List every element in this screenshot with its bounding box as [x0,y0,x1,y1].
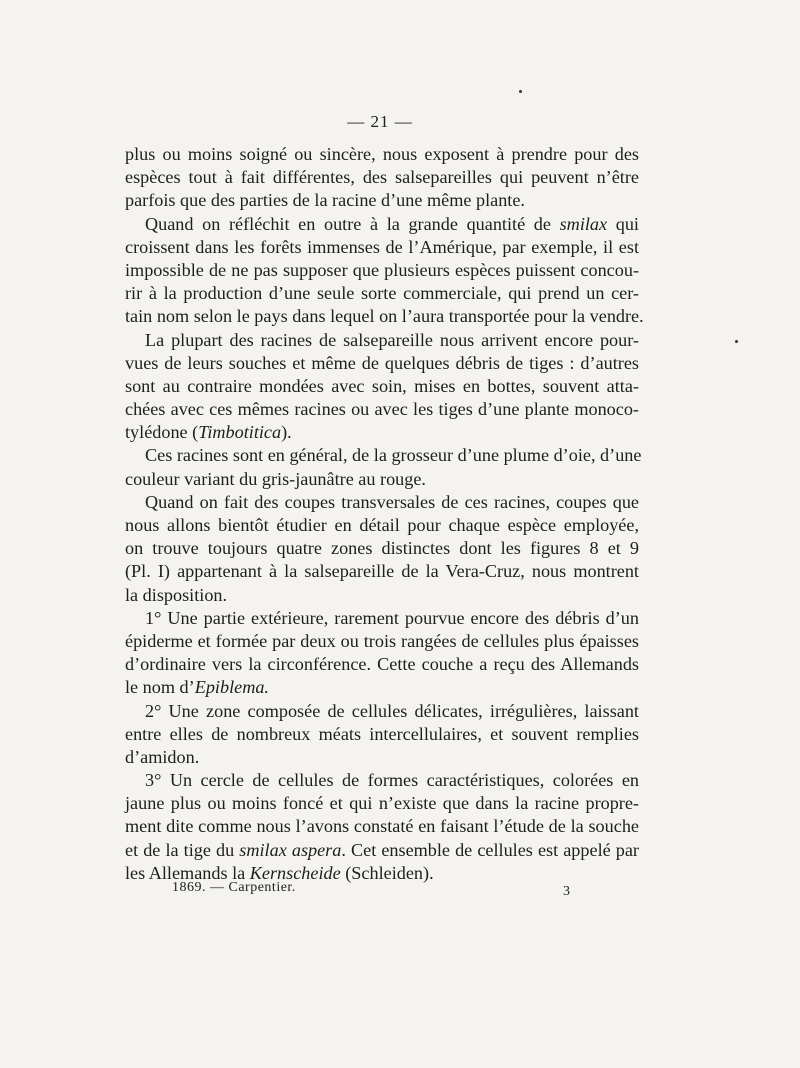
text-segment: Quand on réfléchit en outre à la grande quantité de [145,213,560,234]
text-segment: impossible de ne pas supposer que plusieurs espèces puissent concou- [125,259,639,280]
text-line [125,491,639,514]
text-segment: 2° Une zone composée de cellules délicates, irrégulières, laissant [145,700,639,721]
text-segment: Quand on fait des coupes transversales de ces racines, coupes que [145,491,639,512]
text-segment: d’ordinaire vers la circonférence. Cette couche a reçu des Allemands [125,654,639,675]
text-line [125,236,639,259]
text-line [125,700,639,723]
text-segment: la disposition. [125,584,228,605]
text-line [125,630,639,653]
text-line [125,746,639,769]
text-segment: le nom d’ [125,677,195,698]
text-segment: tain nom selon le pays dans lequel on l’aura transportée pour la vendre. [125,306,644,327]
text-line [125,676,639,699]
text-segment: sont au contraire mondées avec soin, mises en bottes, souvent atta- [125,375,639,396]
text-segment: Ces racines sont en général, de la grosseur d’une plume d’oie, d’une [145,445,642,466]
text-segment: et de la tige du [125,839,240,860]
text-line [125,468,639,491]
text-segment: 3° Un cercle de cellules de formes caractéristiques, colorées en [145,770,639,791]
text-segment: (Schleiden). [340,862,434,883]
text-segment: d’amidon. [125,746,200,767]
text-segment: 1° Une partie extérieure, rarement pourvue encore des débris d’un [145,607,639,628]
text-line [125,189,639,212]
printer-imprint: 1869. — Carpentier. [172,880,296,895]
text-segment: on trouve toujours quatre zones distinctes dont les figures 8 et 9 [125,538,639,559]
text-segment: vues de leurs souches et même de quelques débris de tiges : d’autres [125,352,639,373]
text-line [125,259,639,282]
italic-text: Kernscheide [249,862,341,883]
text-line [125,723,639,746]
text-line [125,398,639,421]
italic-text: smilax aspera [239,839,342,860]
text-line [125,166,639,189]
page-number: — 21 — [347,112,413,131]
text-line [125,769,639,792]
text-segment: qui [607,213,639,234]
text-line [125,514,639,537]
text-line [125,143,639,166]
stray-dot [735,340,738,343]
text-segment: couleur variant du gris-jaunâtre au rouge. [125,468,426,489]
text-line [125,815,639,838]
text-segment: (Pl. I) appartenant à la salsepareille de la Vera-Cruz, nous montrent [125,561,639,582]
text-line [125,560,639,583]
text-line [125,282,639,305]
text-line [125,375,639,398]
text-line [125,421,639,444]
text-segment: espèces tout à fait différentes, des salsepareilles qui peuvent n’être [125,167,639,188]
text-line [125,352,639,375]
text-line [125,653,639,676]
signature-mark: 3 [563,884,570,899]
text-segment: croissent dans les forêts immenses de l’Amérique, par exemple, il est [125,236,639,257]
italic-text: smilax [559,213,608,234]
text-segment: entre elles de nombreux méats intercellulaires, et souvent remplies [125,723,639,744]
italic-text: Timbotitica [198,422,282,443]
text-line [125,839,639,862]
text-segment: chées avec ces mêmes racines ou avec les tiges d’une plante monoco- [125,399,639,420]
text-line [125,444,642,467]
text-line [125,329,639,352]
text-segment: La plupart des racines de salsepareille nous arrivent encore pour- [145,329,639,350]
text-segment: . Cet ensemble de cellules est appelé par [341,839,639,860]
body-text [125,143,644,885]
text-segment: plus ou moins soigné ou sincère, nous exposent à prendre pour des [125,144,639,164]
text-line [125,305,644,328]
text-segment: parfois que des parties de la racine d’une même plante. [125,190,525,211]
text-segment: ). [281,422,292,443]
text-line [125,213,639,236]
text-segment: ment dite comme nous l’avons constaté en faisant l’étude de la souche [125,816,639,837]
text-segment: tylédone ( [125,422,199,443]
stray-dot [519,90,522,93]
text-line [125,792,639,815]
text-line [125,537,639,560]
text-segment: épiderme et formée par deux ou trois rangées de cellules plus épaisses [125,630,639,651]
text-segment: nous allons bientôt étudier en détail pour chaque espèce employée, [125,515,639,535]
italic-text: Epiblema. [194,677,269,698]
text-segment: jaune plus ou moins foncé et qui n’existe que dans la racine propre- [125,793,639,814]
text-line [125,607,639,630]
text-segment: rir à la production d’une seule sorte commerciale, qui prend un cer- [125,283,639,304]
text-segment: les Allemands la [125,862,250,883]
text-line [125,584,639,607]
